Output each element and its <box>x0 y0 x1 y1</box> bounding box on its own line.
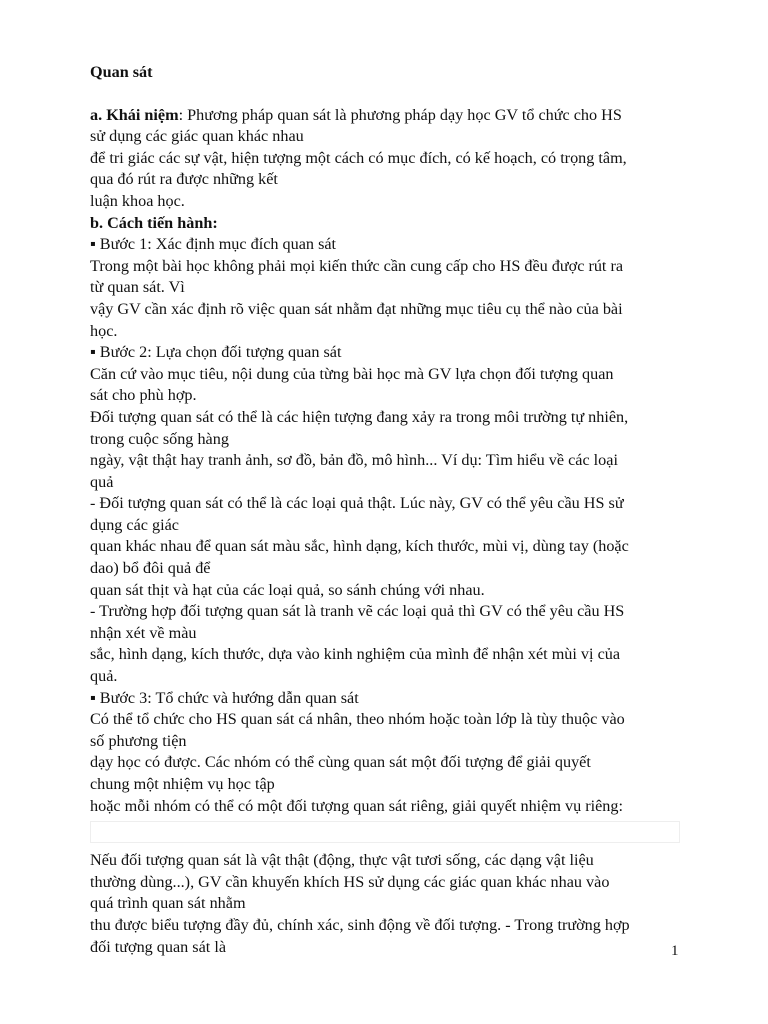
body-line: quả. <box>90 667 118 686</box>
body-line: quả <box>90 472 114 491</box>
section-b-body-part2 <box>90 850 690 958</box>
body-line: ▪ Bước 2: Lựa chọn đối tượng quan sát <box>90 343 342 362</box>
section-a-line-1 <box>90 105 690 127</box>
section-b-heading: b. Cách tiến hành: <box>90 213 218 232</box>
body-line: ▪ Bước 1: Xác định mục đích quan sát <box>90 235 337 254</box>
body-line: từ quan sát. Vì <box>90 278 185 297</box>
document-title: Quan sát <box>90 63 153 81</box>
body-line: - Trường hợp đối tượng quan sát là tranh vẽ các loại quả thì GV có thể yêu cầu HS <box>90 602 625 621</box>
body-line: thu được biểu tượng đầy đủ, chính xác, sinh động về đối tượng. - Trong trường hợp <box>90 915 630 934</box>
body-line: hoặc mỗi nhóm có thể có một đối tượng quan sát riêng, giải quyết nhiệm vụ riêng: <box>90 796 623 815</box>
body-line: dạy học có được. Các nhóm có thể cùng quan sát một đối tượng để giải quyết <box>90 753 591 772</box>
body-line: Căn cứ vào mục tiêu, nội dung của từng bài học mà GV lựa chọn đối tượng quan <box>90 364 614 383</box>
document-page <box>90 62 690 958</box>
body-line: trong cuộc sống hàng <box>90 429 229 448</box>
body-line: ngày, vật thật hay tranh ảnh, sơ đồ, bản đồ, mô hình... Ví dụ: Tìm hiểu về các loại <box>90 451 618 470</box>
empty-content-box <box>90 821 680 843</box>
section-a-text: : Phương pháp quan sát là phương pháp dạy học GV tổ chức cho HS <box>178 105 622 124</box>
body-line: vậy GV cần xác định rõ việc quan sát nhằm đạt những mục tiêu cụ thể nào của bài <box>90 299 623 318</box>
body-line: chung một nhiệm vụ học tập <box>90 775 275 793</box>
section-a-line-2: sử dụng các giác quan khác nhau <box>90 127 304 146</box>
body-line: - Đối tượng quan sát có thể là các loại quả thật. Lúc này, GV có thể yêu cầu HS sử <box>90 494 624 513</box>
section-a-heading: a. Khái niệm <box>90 105 179 124</box>
section-a-line-3: để tri giác các sự vật, hiện tượng một cách có mục đích, có kế hoạch, có trọng tâm, <box>90 148 627 167</box>
body-line: Trong một bài học không phải mọi kiến thức cần cung cấp cho HS đều được rút ra <box>90 256 624 275</box>
body-line: Nếu đối tượng quan sát là vật thật (động, thực vật tươi sống, các dạng vật liệu <box>90 851 594 870</box>
body-line: quá trình quan sát nhằm <box>90 894 246 913</box>
body-line: dụng các giác <box>90 515 179 534</box>
body-line: Đối tượng quan sát có thể là các hiện tượng đang xảy ra trong môi trường tự nhiên, <box>90 407 629 426</box>
body-line: ▪ Bước 3: Tổ chức và hướng dẫn quan sát <box>90 688 359 707</box>
body-line: quan khác nhau để quan sát màu sắc, hình dạng, kích thước, mùi vị, dùng tay (hoặc <box>90 537 629 556</box>
body-line: sát cho phù hợp. <box>90 386 197 405</box>
body-line: số phương tiện <box>90 731 187 750</box>
section-b-body-part1 <box>90 234 690 817</box>
body-line: dao) bổ đôi quả để <box>90 559 211 578</box>
section-a-line-5: luận khoa học. <box>90 191 185 210</box>
body-line: sắc, hình dạng, kích thước, dựa vào kinh nghiệm của mình để nhận xét mùi vị của <box>90 645 621 664</box>
page-number: 1 <box>671 943 679 959</box>
body-line: Có thể tổ chức cho HS quan sát cá nhân, theo nhóm hoặc toàn lớp là tùy thuộc vào <box>90 710 625 729</box>
body-line: học. <box>90 321 118 340</box>
body-line: đối tượng quan sát là <box>90 937 227 956</box>
body-line: quan sát thịt và hạt của các loại quả, so sánh chúng với nhau. <box>90 580 485 599</box>
section-a-line-4: qua đó rút ra được những kết <box>90 170 278 189</box>
body-line: thường dùng...), GV cần khuyến khích HS sử dụng các giác quan khác nhau vào <box>90 872 610 891</box>
body-line: nhận xét về màu <box>90 623 197 642</box>
